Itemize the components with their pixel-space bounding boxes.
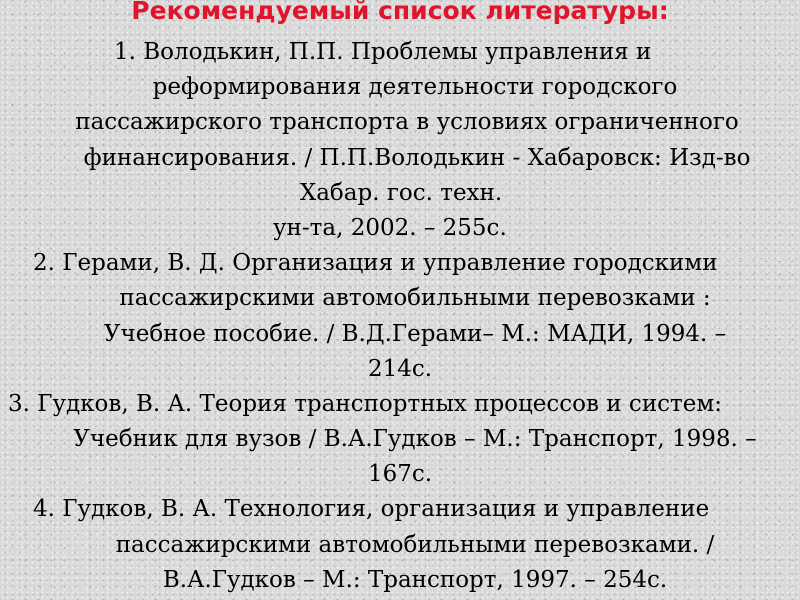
- reference-list: [0, 35, 800, 598]
- reference-2-line-2: пассажирскими автомобильными перевозками :: [119, 285, 711, 312]
- reference-3-line-3: 167с.: [367, 461, 433, 488]
- reference-1-line-6: ун-та, 2002. – 255с.: [273, 214, 507, 241]
- reference-2-line-3: Учебное пособие. / В.Д.Герами– М.: МАДИ, 1994. –: [103, 320, 727, 347]
- reference-3-line-1: 3. Гудков, В. А. Теория транспортных процессов и систем:: [8, 390, 722, 417]
- reference-1-line-4: финансирования. / П.П.Володькин - Хабаровск: Изд-во: [83, 144, 751, 171]
- reference-4-line-1: 4. Гудков, В. А. Технология, организация и управление: [33, 496, 710, 523]
- reference-2-line-1: 2. Герами, В. Д. Организация и управление городскими: [33, 250, 718, 277]
- reference-4-line-3: В.А.Гудков – М.: Транспорт, 1997. – 254с.: [162, 566, 668, 593]
- reference-1-line-5: Хабар. гос. техн.: [299, 179, 503, 206]
- reference-3-line-2: Учебник для вузов / В.А.Гудков – М.: Транспорт, 1998. –: [73, 426, 757, 453]
- reference-1-line-3: пассажирского транспорта в условиях ограниченного: [75, 109, 739, 136]
- slide-title: Рекомендуемый список литературы:: [131, 0, 669, 25]
- reference-2-line-4: 214с.: [367, 355, 433, 382]
- reference-4-line-2: пассажирскими автомобильными перевозками. /: [115, 531, 715, 558]
- reference-1-line-1: 1. Володькин, П.П. Проблемы управления и: [114, 39, 652, 65]
- reference-1-line-2: реформирования деятельности городского: [152, 74, 678, 101]
